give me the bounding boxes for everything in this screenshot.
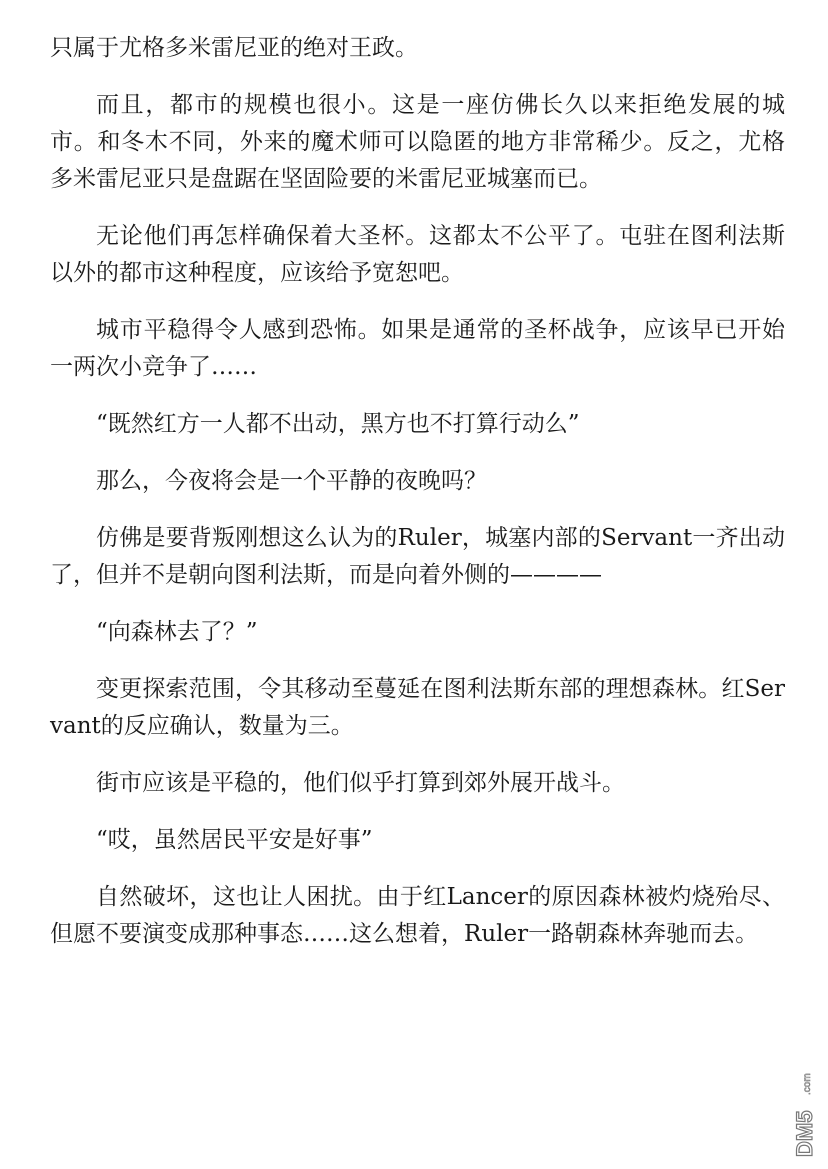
- paragraph-1: 只属于尤格多米雷尼亚的绝对王政。: [50, 35, 418, 61]
- watermark-text: DM5: [792, 1110, 817, 1157]
- paragraph-10: 街市应该是平稳的，他们似乎打算到郊外展开战斗。: [96, 770, 625, 796]
- paragraph-3: 无论他们再怎样确保着大圣杯。这都太不公平了。屯驻在图利法斯以外的都市这种程度，应该给予宽恕吧。: [50, 223, 785, 286]
- paragraph-4: 城市平稳得令人感到恐怖。如果是通常的圣杯战争，应该早已开始一两次小竞争了……: [50, 317, 785, 380]
- paragraph-11: “哎，虽然居民平安是好事”: [96, 827, 373, 853]
- paragraph-7: 仿佛是要背叛刚想这么认为的Ruler，城塞内部的Servant一齐出动了，但并不是朝向图利法斯，而是向着外侧的————: [50, 525, 785, 588]
- paragraph-12: 自然破坏，这也让人困扰。由于红Lancer的原因森林被灼烧殆尽、但愿不要演变成那种事态……这么想着，Ruler一路朝森林奔驰而去。: [50, 884, 785, 947]
- paragraph-2: 而且，都市的规模也很小。这是一座仿佛长久以来拒绝发展的城市。和冬木不同，外来的魔术师可以隐匿的地方非常稀少。反之，尤格多米雷尼亚只是盘踞在坚固险要的米雷尼亚城塞而已。: [50, 92, 785, 192]
- dm5-watermark-logo: [790, 1049, 818, 1159]
- paragraph-8: “向森林去了？”: [96, 619, 258, 645]
- paragraph-9: 变更探索范围，令其移动至蔓延在图利法斯东部的理想森林。红Servant的反应确认，数量为三。: [50, 676, 785, 739]
- paragraph-6: 那么，今夜将会是一个平静的夜晚吗？: [96, 468, 487, 494]
- page-body: [50, 30, 785, 973]
- paragraph-5: “既然红方一人都不出动，黑方也不打算行动么”: [96, 411, 580, 437]
- watermark-suffix: .com: [802, 1073, 813, 1095]
